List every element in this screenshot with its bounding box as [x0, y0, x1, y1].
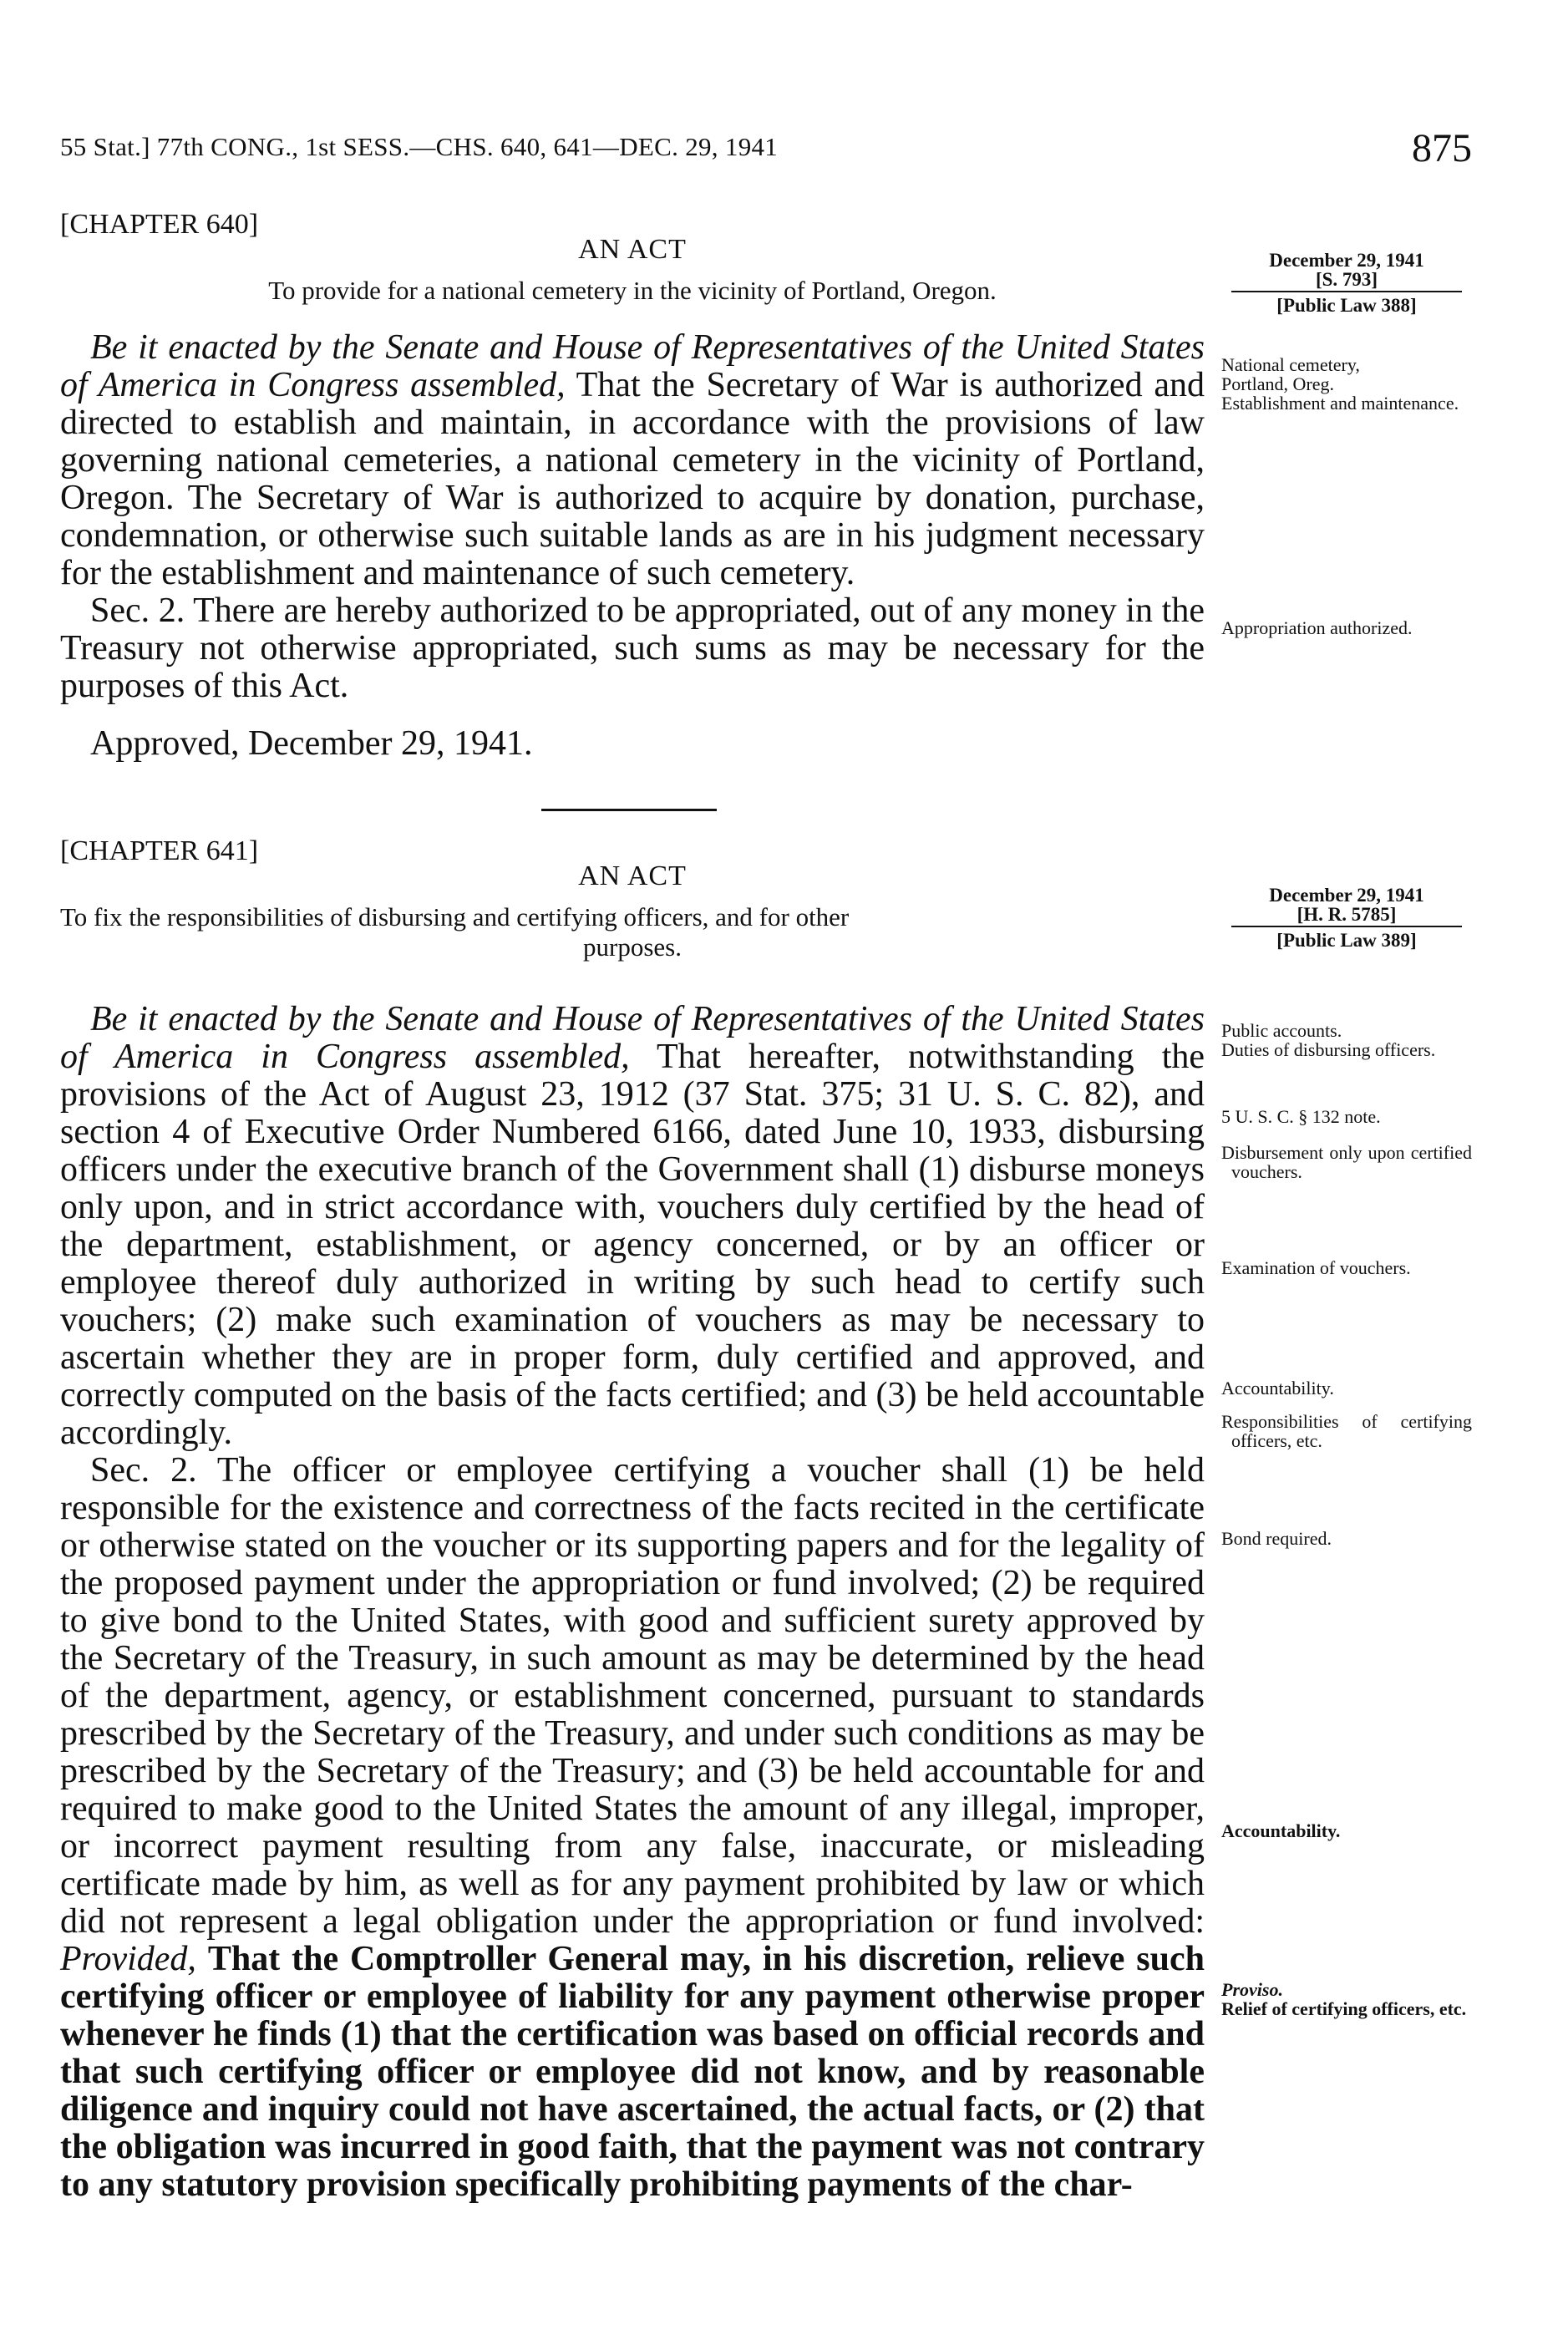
enacting-clause: Be it enacted by the Senate and House of Representatives of the United States of America in Congress assembled, — [60, 328, 1205, 404]
ch640-rule — [1231, 291, 1462, 292]
section-1-text: That hereafter, notwithstanding the provisions of the Act of August 23, 1912 (37 Stat. 375; 31 U. S. C. 82), and section 4 of Executive Order Numbered 6166, dated June 10, 1933, disbursing officers under the executive branch of the Government shall (1) disburse moneys only upon, and in strict accordance with, vouchers duly certified by the head of the department, establishment, or agency concerned, or by an officer or employee thereof duly authorized in writing by such head to certify such vouchers; (2) make such examination of vouchers as may be necessary to ascertain whether they are in proper form, duly certified and approved, and correctly computed on the basis of the facts certified; and (3) be held accountable accordingly. — [60, 1038, 1205, 1452]
note-appropriation: Appropriation authorized. — [1221, 617, 1413, 638]
ch641-date: December 29, 1941 — [1269, 885, 1424, 906]
ch641-margin-header — [1221, 886, 1472, 950]
note-bond: Bond required. — [1221, 1528, 1332, 1549]
chapter-641-section-2 — [60, 1452, 1205, 2204]
section-2-text: The officer or employee certifying a voucher shall (1) be held responsible for the existence and correctness of the facts recited in the certificate or otherwise stated on the voucher or its supporting papers and for the legality of the proposed payment under the appropriation or fund involved; (2) be required to give bond to the United States, with good and sufficient surety approved by the Secretary of the Treasury, in such amount as may be determined by the head of the department, agency, or establishment concerned, pursuant to standards prescribed by the Secretary of the Treasury, and under such conditions as may be prescribed by the Secretary of the Treasury; and (3) be held accountable for and required to make good to the United States the amount of any illegal, improper, or incorrect payment resulting from any false, inaccurate, or misleading certificate made by him, as well as for any payment prohibited by law or which did not represent a legal obligation under the appropriation or fund involved: — [60, 1451, 1205, 1941]
ch641-rule — [1231, 926, 1462, 927]
note-portland: Portland, Oreg. — [1221, 373, 1335, 394]
ch640-public-law: [Public Law 388] — [1276, 295, 1417, 316]
ch641-public-law: [Public Law 389] — [1276, 930, 1417, 951]
note-examination: Examination of vouchers. — [1221, 1257, 1411, 1278]
ch640-bill: [S. 793] — [1315, 269, 1378, 290]
ch641-note-7 — [1221, 1529, 1472, 1548]
ch641-bill: [H. R. 5785] — [1297, 904, 1397, 925]
ch640-date: December 29, 1941 — [1269, 250, 1424, 271]
chapter-separator — [541, 809, 717, 811]
ch640-note-2 — [1221, 618, 1472, 637]
chapter-641-section-1 — [60, 1001, 1205, 1452]
section-2-proviso-text: That the Comptroller General may, in his discretion, relieve such certifying officer or employee of liability for any payment otherwise proper whenever he finds (1) that the certification was based on official records and that such certifying officer or employee did not know, and by reasonable diligence and inquiry could not have ascertained, the actual facts, or (2) that the obligation was incurred in good faith, that the payment was not contrary to any statutory provision specifically prohibiting payments of the char- — [60, 1940, 1205, 2204]
note-public-accounts: Public accounts. — [1221, 1020, 1342, 1041]
chapter-640-approved: Approved, December 29, 1941. — [90, 724, 533, 763]
note-proviso: Proviso. — [1221, 1979, 1283, 2000]
section-1-text: That the Secretary of War is authorized and directed to establish and maintain, in accordance with the provisions of law governing national cemeteries, a national cemetery in the vicinity of Portland, Oregon. The Secretary of War is authorized to acquire by donation, purchase, condemnation, or otherwise such suitable lands as are in his judgment necessary for the establishment and maintenance of such cemetery. — [60, 366, 1205, 592]
ch641-note-3 — [1221, 1143, 1472, 1181]
ch641-note-1 — [1221, 1021, 1472, 1059]
chapter-640-label: [CHAPTER 640] — [60, 209, 259, 240]
chapter-640-body — [60, 329, 1205, 705]
chapter-641 — [60, 835, 1205, 2204]
chapter-640 — [60, 209, 1205, 764]
chapter-640-act-title: AN ACT — [578, 234, 687, 265]
note-accountability: Accountability. — [1221, 1378, 1334, 1398]
ch641-note-6 — [1221, 1412, 1472, 1450]
note-national-cemetery: National cemetery, — [1221, 354, 1360, 375]
ch641-note-5 — [1221, 1378, 1472, 1398]
chapter-640-section-1 — [60, 329, 1205, 592]
chapter-641-body — [60, 1001, 1205, 2204]
chapter-641-label: [CHAPTER 641] — [60, 835, 259, 866]
ch640-margin-header — [1221, 251, 1472, 315]
purpose-line-1: To fix the responsibilities of disbursing and certifying officers, and for other — [60, 902, 850, 931]
ch641-note-4 — [1221, 1258, 1472, 1277]
note-relief: Relief of certifying officers, etc. — [1221, 1998, 1467, 2019]
ch640-note-1 — [1221, 355, 1472, 413]
chapter-640-purpose: To provide for a national cemetery in the vicinity of Portland, Oregon. — [268, 276, 997, 305]
ch641-note-9 — [1221, 1980, 1472, 2018]
chapter-641-purpose — [60, 902, 1205, 962]
section-2-text: There are hereby authorized to be appropriated, out of any money in the Treasury not otherwise appropriated, such sums as may be necessary for the purposes of this Act. — [60, 591, 1205, 705]
enacting-clause: Be it enacted by the Senate and House of Representatives of the United States of America in Congress assembled, — [60, 1000, 1205, 1076]
purpose-line-2: purposes. — [583, 932, 682, 962]
page-number: 875 — [1412, 126, 1472, 170]
ch641-note-2 — [1221, 1107, 1472, 1126]
note-responsibilities: Responsibilities of certifying officers, etc. — [1221, 1411, 1472, 1451]
chapter-640-section-2 — [60, 592, 1205, 705]
note-usc: 5 U. S. C. § 132 note. — [1221, 1106, 1381, 1127]
note-duties: Duties of disbursing officers. — [1221, 1039, 1436, 1060]
note-accountability-2: Accountability. — [1221, 1820, 1341, 1841]
ch641-note-8 — [1221, 1821, 1472, 1840]
running-head-citation: 55 Stat.] 77th CONG., 1st SESS.—CHS. 640, 641—DEC. 29, 1941 — [60, 132, 779, 161]
proviso-word: Provided, — [60, 1940, 196, 1978]
chapter-641-act-title: AN ACT — [578, 860, 687, 891]
note-disbursement: Disbursement only upon certified vouchers. — [1221, 1142, 1472, 1182]
note-establishment: Establishment and maintenance. — [1221, 393, 1459, 414]
section-2-label: Sec. 2. — [90, 1451, 197, 1490]
section-2-label: Sec. 2. — [90, 591, 185, 630]
